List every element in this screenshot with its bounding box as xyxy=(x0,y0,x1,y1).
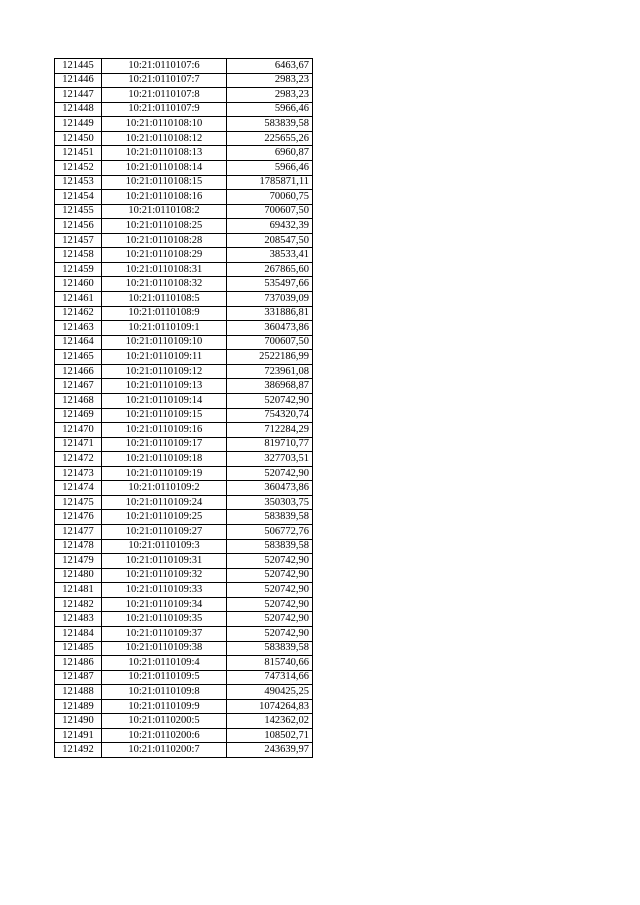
table-row xyxy=(55,175,313,190)
table-row xyxy=(55,525,313,540)
table-row xyxy=(55,481,313,496)
value-cell: 142362,02 xyxy=(227,714,313,729)
row-id-cell: 121488 xyxy=(55,685,102,700)
table-row xyxy=(55,102,313,117)
row-id-cell: 121463 xyxy=(55,321,102,336)
value-cell: 5966,46 xyxy=(227,160,313,175)
value-cell: 819710,77 xyxy=(227,437,313,452)
cadastral-number-cell: 10:21:0110108:29 xyxy=(102,248,227,263)
cadastral-number-cell: 10:21:0110108:31 xyxy=(102,262,227,277)
row-id-cell: 121453 xyxy=(55,175,102,190)
cadastral-number-cell: 10:21:0110109:18 xyxy=(102,452,227,467)
value-cell: 583839,58 xyxy=(227,539,313,554)
table-row xyxy=(55,131,313,146)
table-row xyxy=(55,321,313,336)
row-id-cell: 121474 xyxy=(55,481,102,496)
table-row xyxy=(55,117,313,132)
row-id-cell: 121478 xyxy=(55,539,102,554)
cadastral-number-cell: 10:21:0110108:5 xyxy=(102,292,227,307)
row-id-cell: 121485 xyxy=(55,641,102,656)
table-row xyxy=(55,612,313,627)
cadastral-number-cell: 10:21:0110108:12 xyxy=(102,131,227,146)
cadastral-number-cell: 10:21:0110108:15 xyxy=(102,175,227,190)
row-id-cell: 121464 xyxy=(55,335,102,350)
cadastral-number-cell: 10:21:0110109:35 xyxy=(102,612,227,627)
table-row xyxy=(55,160,313,175)
value-cell: 520742,90 xyxy=(227,626,313,641)
cadastral-number-cell: 10:21:0110109:5 xyxy=(102,670,227,685)
row-id-cell: 121484 xyxy=(55,626,102,641)
value-cell: 700607,50 xyxy=(227,204,313,219)
table-row xyxy=(55,728,313,743)
value-cell: 520742,90 xyxy=(227,393,313,408)
cadastral-number-cell: 10:21:0110109:1 xyxy=(102,321,227,336)
value-cell: 583839,58 xyxy=(227,641,313,656)
value-cell: 2983,23 xyxy=(227,88,313,103)
cadastral-number-cell: 10:21:0110200:5 xyxy=(102,714,227,729)
table-row xyxy=(55,743,313,758)
cadastral-number-cell: 10:21:0110200:6 xyxy=(102,728,227,743)
cadastral-number-cell: 10:21:0110109:34 xyxy=(102,597,227,612)
value-cell: 583839,58 xyxy=(227,117,313,132)
table-row xyxy=(55,364,313,379)
row-id-cell: 121489 xyxy=(55,699,102,714)
value-cell: 267865,60 xyxy=(227,262,313,277)
table-row xyxy=(55,73,313,88)
value-cell: 360473,86 xyxy=(227,481,313,496)
table-row xyxy=(55,554,313,569)
row-id-cell: 121445 xyxy=(55,59,102,74)
table-row xyxy=(55,277,313,292)
cadastral-number-cell: 10:21:0110109:10 xyxy=(102,335,227,350)
table-row xyxy=(55,495,313,510)
cadastral-number-cell: 10:21:0110108:14 xyxy=(102,160,227,175)
table-row xyxy=(55,306,313,321)
table-row xyxy=(55,656,313,671)
table-row xyxy=(55,539,313,554)
cadastral-number-cell: 10:21:0110108:25 xyxy=(102,219,227,234)
cadastral-number-cell: 10:21:0110109:4 xyxy=(102,656,227,671)
table-row xyxy=(55,714,313,729)
row-id-cell: 121460 xyxy=(55,277,102,292)
value-cell: 490425,25 xyxy=(227,685,313,700)
cadastral-number-cell: 10:21:0110108:13 xyxy=(102,146,227,161)
table-row xyxy=(55,670,313,685)
row-id-cell: 121492 xyxy=(55,743,102,758)
table-row xyxy=(55,626,313,641)
value-cell: 520742,90 xyxy=(227,466,313,481)
value-cell: 583839,58 xyxy=(227,510,313,525)
table-row xyxy=(55,248,313,263)
table-row xyxy=(55,204,313,219)
cadastral-number-cell: 10:21:0110109:16 xyxy=(102,423,227,438)
value-cell: 2983,23 xyxy=(227,73,313,88)
table-row xyxy=(55,466,313,481)
cadastral-number-cell: 10:21:0110109:25 xyxy=(102,510,227,525)
cadastral-number-cell: 10:21:0110109:3 xyxy=(102,539,227,554)
value-cell: 700607,50 xyxy=(227,335,313,350)
row-id-cell: 121450 xyxy=(55,131,102,146)
table-row xyxy=(55,350,313,365)
row-id-cell: 121477 xyxy=(55,525,102,540)
value-cell: 815740,66 xyxy=(227,656,313,671)
value-cell: 723961,08 xyxy=(227,364,313,379)
row-id-cell: 121454 xyxy=(55,190,102,205)
value-cell: 2522186,99 xyxy=(227,350,313,365)
table-row xyxy=(55,699,313,714)
value-cell: 243639,97 xyxy=(227,743,313,758)
table-row xyxy=(55,190,313,205)
value-cell: 1785871,11 xyxy=(227,175,313,190)
row-id-cell: 121487 xyxy=(55,670,102,685)
row-id-cell: 121480 xyxy=(55,568,102,583)
cadastral-number-cell: 10:21:0110107:9 xyxy=(102,102,227,117)
value-cell: 1074264,83 xyxy=(227,699,313,714)
table-row xyxy=(55,393,313,408)
value-cell: 350303,75 xyxy=(227,495,313,510)
table-row xyxy=(55,597,313,612)
value-cell: 108502,71 xyxy=(227,728,313,743)
cadastral-number-cell: 10:21:0110109:8 xyxy=(102,685,227,700)
row-id-cell: 121475 xyxy=(55,495,102,510)
row-id-cell: 121469 xyxy=(55,408,102,423)
row-id-cell: 121473 xyxy=(55,466,102,481)
table-row xyxy=(55,685,313,700)
row-id-cell: 121491 xyxy=(55,728,102,743)
row-id-cell: 121462 xyxy=(55,306,102,321)
cadastral-number-cell: 10:21:0110109:38 xyxy=(102,641,227,656)
value-cell: 5966,46 xyxy=(227,102,313,117)
cadastral-number-cell: 10:21:0110109:27 xyxy=(102,525,227,540)
table-row xyxy=(55,408,313,423)
value-cell: 754320,74 xyxy=(227,408,313,423)
value-cell: 535497,66 xyxy=(227,277,313,292)
table-row xyxy=(55,335,313,350)
data-table xyxy=(54,58,313,758)
value-cell: 331886,81 xyxy=(227,306,313,321)
table-row xyxy=(55,641,313,656)
value-cell: 38533,41 xyxy=(227,248,313,263)
row-id-cell: 121486 xyxy=(55,656,102,671)
cadastral-number-cell: 10:21:0110108:2 xyxy=(102,204,227,219)
row-id-cell: 121482 xyxy=(55,597,102,612)
cadastral-number-cell: 10:21:0110108:32 xyxy=(102,277,227,292)
cadastral-number-cell: 10:21:0110109:11 xyxy=(102,350,227,365)
cadastral-number-cell: 10:21:0110109:14 xyxy=(102,393,227,408)
row-id-cell: 121449 xyxy=(55,117,102,132)
table-row xyxy=(55,59,313,74)
cadastral-number-cell: 10:21:0110109:13 xyxy=(102,379,227,394)
row-id-cell: 121470 xyxy=(55,423,102,438)
row-id-cell: 121468 xyxy=(55,393,102,408)
cadastral-number-cell: 10:21:0110107:8 xyxy=(102,88,227,103)
value-cell: 360473,86 xyxy=(227,321,313,336)
row-id-cell: 121458 xyxy=(55,248,102,263)
row-id-cell: 121483 xyxy=(55,612,102,627)
row-id-cell: 121481 xyxy=(55,583,102,598)
table-row xyxy=(55,423,313,438)
cadastral-number-cell: 10:21:0110108:16 xyxy=(102,190,227,205)
cadastral-number-cell: 10:21:0110109:2 xyxy=(102,481,227,496)
row-id-cell: 121451 xyxy=(55,146,102,161)
cadastral-number-cell: 10:21:0110109:33 xyxy=(102,583,227,598)
row-id-cell: 121459 xyxy=(55,262,102,277)
table-row xyxy=(55,437,313,452)
cadastral-number-cell: 10:21:0110107:7 xyxy=(102,73,227,88)
cadastral-number-cell: 10:21:0110108:28 xyxy=(102,233,227,248)
value-cell: 520742,90 xyxy=(227,554,313,569)
cadastral-number-cell: 10:21:0110108:9 xyxy=(102,306,227,321)
value-cell: 70060,75 xyxy=(227,190,313,205)
table-row xyxy=(55,510,313,525)
value-cell: 69432,39 xyxy=(227,219,313,234)
table-row xyxy=(55,452,313,467)
cadastral-number-cell: 10:21:0110109:9 xyxy=(102,699,227,714)
value-cell: 208547,50 xyxy=(227,233,313,248)
value-cell: 327703,51 xyxy=(227,452,313,467)
cadastral-number-cell: 10:21:0110109:15 xyxy=(102,408,227,423)
table-row xyxy=(55,88,313,103)
cadastral-number-cell: 10:21:0110109:19 xyxy=(102,466,227,481)
value-cell: 712284,29 xyxy=(227,423,313,438)
table-row xyxy=(55,262,313,277)
cadastral-number-cell: 10:21:0110109:17 xyxy=(102,437,227,452)
row-id-cell: 121457 xyxy=(55,233,102,248)
row-id-cell: 121465 xyxy=(55,350,102,365)
table-body xyxy=(55,59,313,758)
value-cell: 386968,87 xyxy=(227,379,313,394)
row-id-cell: 121446 xyxy=(55,73,102,88)
cadastral-number-cell: 10:21:0110107:6 xyxy=(102,59,227,74)
table-row xyxy=(55,292,313,307)
cadastral-number-cell: 10:21:0110109:32 xyxy=(102,568,227,583)
value-cell: 520742,90 xyxy=(227,597,313,612)
value-cell: 506772,76 xyxy=(227,525,313,540)
row-id-cell: 121476 xyxy=(55,510,102,525)
row-id-cell: 121472 xyxy=(55,452,102,467)
row-id-cell: 121452 xyxy=(55,160,102,175)
value-cell: 225655,26 xyxy=(227,131,313,146)
row-id-cell: 121447 xyxy=(55,88,102,103)
value-cell: 6463,67 xyxy=(227,59,313,74)
table-row xyxy=(55,568,313,583)
value-cell: 520742,90 xyxy=(227,612,313,627)
cadastral-number-cell: 10:21:0110109:12 xyxy=(102,364,227,379)
row-id-cell: 121490 xyxy=(55,714,102,729)
table-row xyxy=(55,583,313,598)
cadastral-number-cell: 10:21:0110200:7 xyxy=(102,743,227,758)
row-id-cell: 121471 xyxy=(55,437,102,452)
value-cell: 520742,90 xyxy=(227,568,313,583)
table-row xyxy=(55,379,313,394)
cadastral-number-cell: 10:21:0110109:37 xyxy=(102,626,227,641)
table-row xyxy=(55,233,313,248)
row-id-cell: 121479 xyxy=(55,554,102,569)
cadastral-number-cell: 10:21:0110108:10 xyxy=(102,117,227,132)
cadastral-number-cell: 10:21:0110109:24 xyxy=(102,495,227,510)
table-row xyxy=(55,146,313,161)
row-id-cell: 121461 xyxy=(55,292,102,307)
value-cell: 747314,66 xyxy=(227,670,313,685)
row-id-cell: 121448 xyxy=(55,102,102,117)
row-id-cell: 121467 xyxy=(55,379,102,394)
value-cell: 737039,09 xyxy=(227,292,313,307)
table-row xyxy=(55,219,313,234)
cadastral-number-cell: 10:21:0110109:31 xyxy=(102,554,227,569)
value-cell: 6960,87 xyxy=(227,146,313,161)
row-id-cell: 121466 xyxy=(55,364,102,379)
row-id-cell: 121456 xyxy=(55,219,102,234)
value-cell: 520742,90 xyxy=(227,583,313,598)
row-id-cell: 121455 xyxy=(55,204,102,219)
